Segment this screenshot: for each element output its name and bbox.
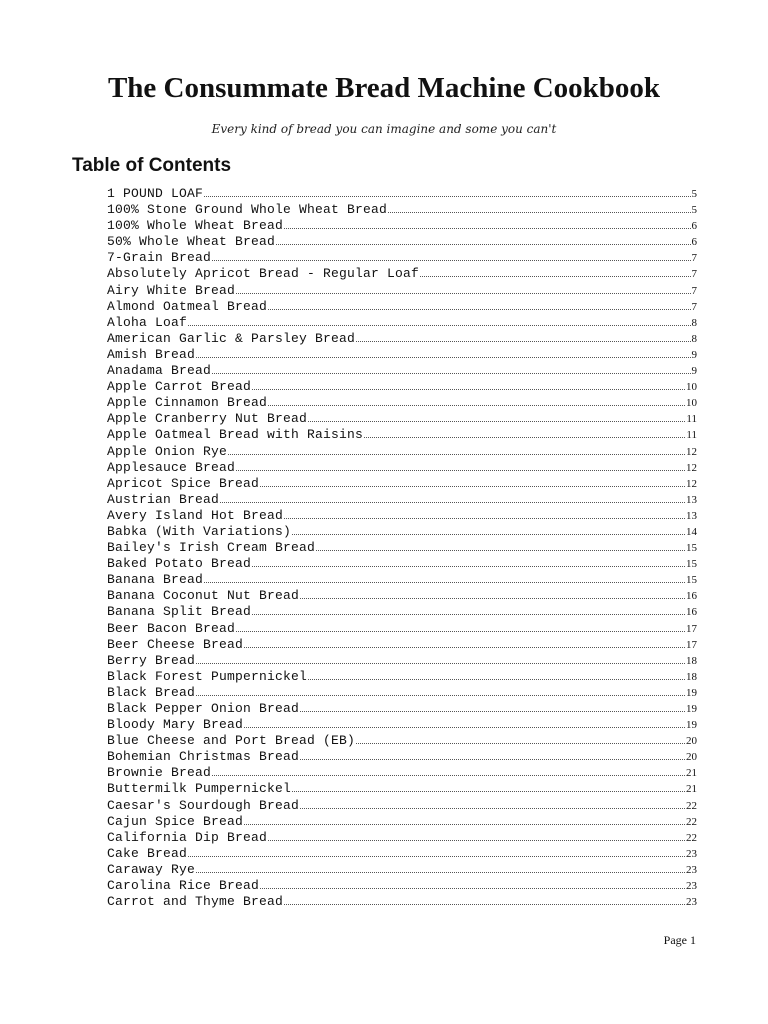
- toc-entry-page: 12: [686, 477, 697, 490]
- toc-entry-title: Absolutely Apricot Bread - Regular Loaf: [107, 266, 420, 282]
- dot-leader: [220, 501, 685, 503]
- toc-entry[interactable]: [107, 508, 697, 524]
- toc-entry-page: 16: [686, 606, 697, 619]
- dot-leader: [228, 453, 685, 455]
- toc-entry-title: Amish Bread: [107, 346, 196, 362]
- toc-entry-page: 23: [686, 863, 697, 876]
- toc-entry-title: Applesauce Bread: [107, 459, 236, 475]
- toc-entry-page: 12: [686, 445, 697, 458]
- toc-entry-title: Caraway Rye: [107, 861, 196, 877]
- toc-entry-page: 19: [686, 686, 697, 699]
- dot-leader: [300, 807, 685, 809]
- toc-entry-title: Apple Cranberry Nut Bread: [107, 411, 308, 427]
- toc-entry-title: Beer Bacon Bread: [107, 620, 236, 636]
- dot-leader: [236, 630, 685, 632]
- toc-entry-page: 14: [686, 525, 697, 538]
- toc-entry-title: Avery Island Hot Bread: [107, 507, 284, 523]
- toc-entry-page: 17: [686, 622, 697, 635]
- toc-entry[interactable]: [107, 347, 697, 363]
- page-number: Page 1: [663, 933, 696, 947]
- dot-leader: [244, 646, 685, 648]
- toc-entry-title: Cake Bread: [107, 845, 188, 861]
- toc-entry-page: 13: [686, 493, 697, 506]
- toc-entry-title: Bohemian Christmas Bread: [107, 749, 300, 765]
- toc-entry-page: 22: [686, 831, 697, 844]
- toc-entry-title: Black Forest Pumpernickel: [107, 668, 308, 684]
- dot-leader: [364, 436, 685, 438]
- dot-leader: [308, 678, 685, 680]
- toc-entry[interactable]: [107, 283, 697, 299]
- toc-entry-title: California Dip Bread: [107, 829, 268, 845]
- dot-leader: [276, 243, 690, 245]
- dot-leader: [300, 710, 685, 712]
- toc-entry-title: Banana Coconut Nut Bread: [107, 588, 300, 604]
- toc-entry-title: Apple Onion Rye: [107, 443, 228, 459]
- toc-entry[interactable]: [107, 878, 697, 894]
- toc-entry-title: Beer Cheese Bread: [107, 636, 244, 652]
- toc-entry-title: Black Bread: [107, 684, 196, 700]
- toc-entry-page: 9: [691, 348, 697, 361]
- toc-entry-title: Apple Carrot Bread: [107, 379, 252, 395]
- toc-entry-title: Buttermilk Pumpernickel: [107, 781, 292, 797]
- toc-entry[interactable]: [107, 411, 697, 427]
- toc-entry-title: Apple Cinnamon Bread: [107, 395, 268, 411]
- toc-entry[interactable]: [107, 250, 697, 266]
- dot-leader: [188, 324, 690, 326]
- dot-leader: [196, 694, 685, 696]
- dot-leader: [212, 259, 690, 261]
- toc-entry-title: Black Pepper Onion Bread: [107, 701, 300, 716]
- dot-leader: [268, 839, 685, 841]
- dot-leader: [388, 211, 690, 213]
- toc-entry-page: 6: [691, 220, 697, 233]
- toc-entry[interactable]: [107, 830, 697, 846]
- toc-entry[interactable]: [107, 862, 697, 878]
- toc-entry[interactable]: [107, 331, 697, 347]
- toc-entry[interactable]: [107, 653, 697, 669]
- toc-entry[interactable]: [107, 492, 697, 508]
- toc-entry[interactable]: [107, 798, 697, 814]
- toc-entry[interactable]: [107, 846, 697, 862]
- toc-entry-page: 21: [686, 783, 697, 796]
- toc-entry-page: 9: [691, 365, 697, 378]
- toc-entry-title: Austrian Bread: [107, 491, 220, 507]
- toc-entry-page: 18: [686, 670, 697, 683]
- toc-entry-page: 16: [686, 590, 697, 603]
- toc-entry-page: 7: [691, 268, 697, 281]
- toc-entry[interactable]: [107, 266, 697, 282]
- toc-entry-title: 100% Whole Wheat Bread: [107, 218, 284, 234]
- dot-leader: [196, 356, 690, 358]
- toc-entry[interactable]: [107, 299, 697, 315]
- dot-leader: [284, 227, 690, 229]
- dot-leader: [196, 662, 685, 664]
- toc-entry-page: 19: [686, 719, 697, 732]
- toc-entry-page: 11: [686, 413, 697, 426]
- toc-entry-page: 7: [691, 252, 697, 265]
- toc-entry-page: 12: [686, 461, 697, 474]
- toc-entry-title: Babka (With Variations): [107, 523, 292, 539]
- table-of-contents: [107, 186, 697, 910]
- toc-entry-title: Apple Oatmeal Bread with Raisins: [107, 427, 364, 443]
- toc-entry-page: 17: [686, 638, 697, 651]
- toc-entry-page: 5: [691, 188, 697, 200]
- toc-entry-page: 7: [691, 300, 697, 313]
- toc-entry[interactable]: [107, 669, 697, 685]
- toc-entry-page: 11: [686, 429, 697, 442]
- toc-entry[interactable]: [107, 202, 697, 218]
- dot-leader: [244, 726, 685, 728]
- toc-entry-page: 10: [686, 381, 697, 394]
- dot-leader: [292, 533, 685, 535]
- dot-leader: [204, 195, 690, 197]
- dot-leader: [252, 388, 685, 390]
- toc-entry[interactable]: [107, 572, 697, 588]
- toc-entry[interactable]: [107, 315, 697, 331]
- toc-entry[interactable]: [107, 765, 697, 781]
- toc-entry-title: Anadama Bread: [107, 363, 212, 379]
- toc-entry[interactable]: [107, 234, 697, 250]
- toc-entry-title: Almond Oatmeal Bread: [107, 298, 268, 314]
- toc-entry[interactable]: [107, 781, 697, 797]
- dot-leader: [356, 340, 690, 342]
- dot-leader: [308, 420, 685, 422]
- dot-leader: [268, 404, 685, 406]
- toc-entry[interactable]: [107, 749, 697, 765]
- toc-entry-title: Blue Cheese and Port Bread (EB): [107, 733, 356, 749]
- toc-entry-page: 15: [686, 542, 697, 555]
- dot-leader: [292, 790, 685, 792]
- toc-entry-title: Berry Bread: [107, 652, 196, 668]
- toc-entry[interactable]: [107, 814, 697, 830]
- toc-entry-title: Aloha Loaf: [107, 314, 188, 330]
- toc-entry-page: 8: [691, 316, 697, 329]
- toc-entry-title: 50% Whole Wheat Bread: [107, 234, 276, 250]
- toc-entry[interactable]: [107, 476, 697, 492]
- toc-entry[interactable]: [107, 540, 697, 556]
- document-title: The Consummate Bread Machine Cookbook: [107, 72, 661, 104]
- toc-entry-page: 19: [686, 703, 697, 715]
- toc-entry-title: 100% Stone Ground Whole Wheat Bread: [107, 202, 388, 218]
- toc-entry-page: 22: [686, 799, 697, 812]
- toc-entry[interactable]: [107, 556, 697, 572]
- toc-entry-page: 23: [686, 847, 697, 860]
- toc-entry-page: 10: [686, 397, 697, 410]
- dot-leader: [300, 758, 685, 760]
- toc-entry-page: 8: [691, 332, 697, 345]
- toc-entry-title: 7-Grain Bread: [107, 250, 212, 266]
- toc-entry-page: 13: [686, 509, 697, 522]
- toc-entry-title: Airy White Bread: [107, 282, 236, 298]
- toc-entry-page: 20: [686, 735, 697, 748]
- dot-leader: [260, 485, 685, 487]
- dot-leader: [236, 292, 690, 294]
- toc-entry-title: Caesar's Sourdough Bread: [107, 797, 300, 813]
- toc-entry-title: American Garlic & Parsley Bread: [107, 330, 356, 346]
- toc-entry[interactable]: [107, 621, 697, 637]
- dot-leader: [204, 581, 685, 583]
- toc-entry-title: Bloody Mary Bread: [107, 717, 244, 733]
- toc-entry-title: Apricot Spice Bread: [107, 475, 260, 491]
- dot-leader: [196, 871, 685, 873]
- dot-leader: [284, 903, 685, 905]
- toc-entry[interactable]: [107, 588, 697, 604]
- toc-entry[interactable]: [107, 717, 697, 733]
- toc-entry-title: Baked Potato Bread: [107, 556, 252, 572]
- dot-leader: [420, 275, 690, 277]
- toc-entry[interactable]: [107, 685, 697, 701]
- toc-entry-title: Banana Split Bread: [107, 604, 252, 620]
- toc-entry[interactable]: [107, 186, 697, 202]
- toc-entry-title: Banana Bread: [107, 572, 204, 588]
- dot-leader: [300, 597, 685, 599]
- toc-entry[interactable]: [107, 524, 697, 540]
- dot-leader: [212, 774, 685, 776]
- toc-entry[interactable]: [107, 894, 697, 910]
- dot-leader: [268, 308, 690, 310]
- toc-entry-page: 5: [691, 204, 697, 217]
- toc-entry-page: 22: [686, 815, 697, 828]
- dot-leader: [236, 469, 685, 471]
- toc-entry-title: 1 POUND LOAF: [107, 186, 204, 201]
- toc-entry[interactable]: [107, 363, 697, 379]
- toc-entry[interactable]: [107, 733, 697, 749]
- toc-entry-title: Cajun Spice Bread: [107, 813, 244, 829]
- toc-entry-page: 20: [686, 751, 697, 764]
- toc-entry[interactable]: [107, 379, 697, 395]
- toc-entry-page: 23: [686, 880, 697, 893]
- toc-entry-page: 23: [686, 896, 697, 909]
- toc-entry[interactable]: [107, 427, 697, 443]
- document-subtitle: Every kind of bread you can imagine and some you can't: [211, 122, 557, 136]
- toc-entry-page: 18: [686, 654, 697, 667]
- toc-entry[interactable]: [107, 604, 697, 620]
- toc-entry-page: 6: [691, 236, 697, 249]
- toc-entry[interactable]: [107, 395, 697, 411]
- dot-leader: [356, 742, 685, 744]
- toc-entry-title: Bailey's Irish Cream Bread: [107, 540, 316, 556]
- toc-entry[interactable]: [107, 444, 697, 460]
- toc-entry-title: Brownie Bread: [107, 765, 212, 781]
- dot-leader: [244, 823, 685, 825]
- toc-entry[interactable]: [107, 218, 697, 234]
- toc-entry[interactable]: [107, 460, 697, 476]
- toc-entry[interactable]: [107, 701, 697, 717]
- dot-leader: [252, 613, 685, 615]
- toc-entry-title: Carrot and Thyme Bread: [107, 894, 284, 910]
- toc-entry-page: 15: [686, 558, 697, 571]
- toc-entry-page: 15: [686, 574, 697, 587]
- dot-leader: [316, 549, 685, 551]
- dot-leader: [260, 887, 685, 889]
- dot-leader: [284, 517, 685, 519]
- dot-leader: [212, 372, 690, 374]
- toc-entry-page: 7: [691, 284, 697, 297]
- dot-leader: [252, 565, 685, 567]
- toc-heading: Table of Contents: [72, 155, 232, 176]
- toc-entry[interactable]: [107, 637, 697, 653]
- toc-entry-page: 21: [686, 767, 697, 780]
- dot-leader: [188, 855, 685, 857]
- toc-entry-title: Carolina Rice Bread: [107, 878, 260, 894]
